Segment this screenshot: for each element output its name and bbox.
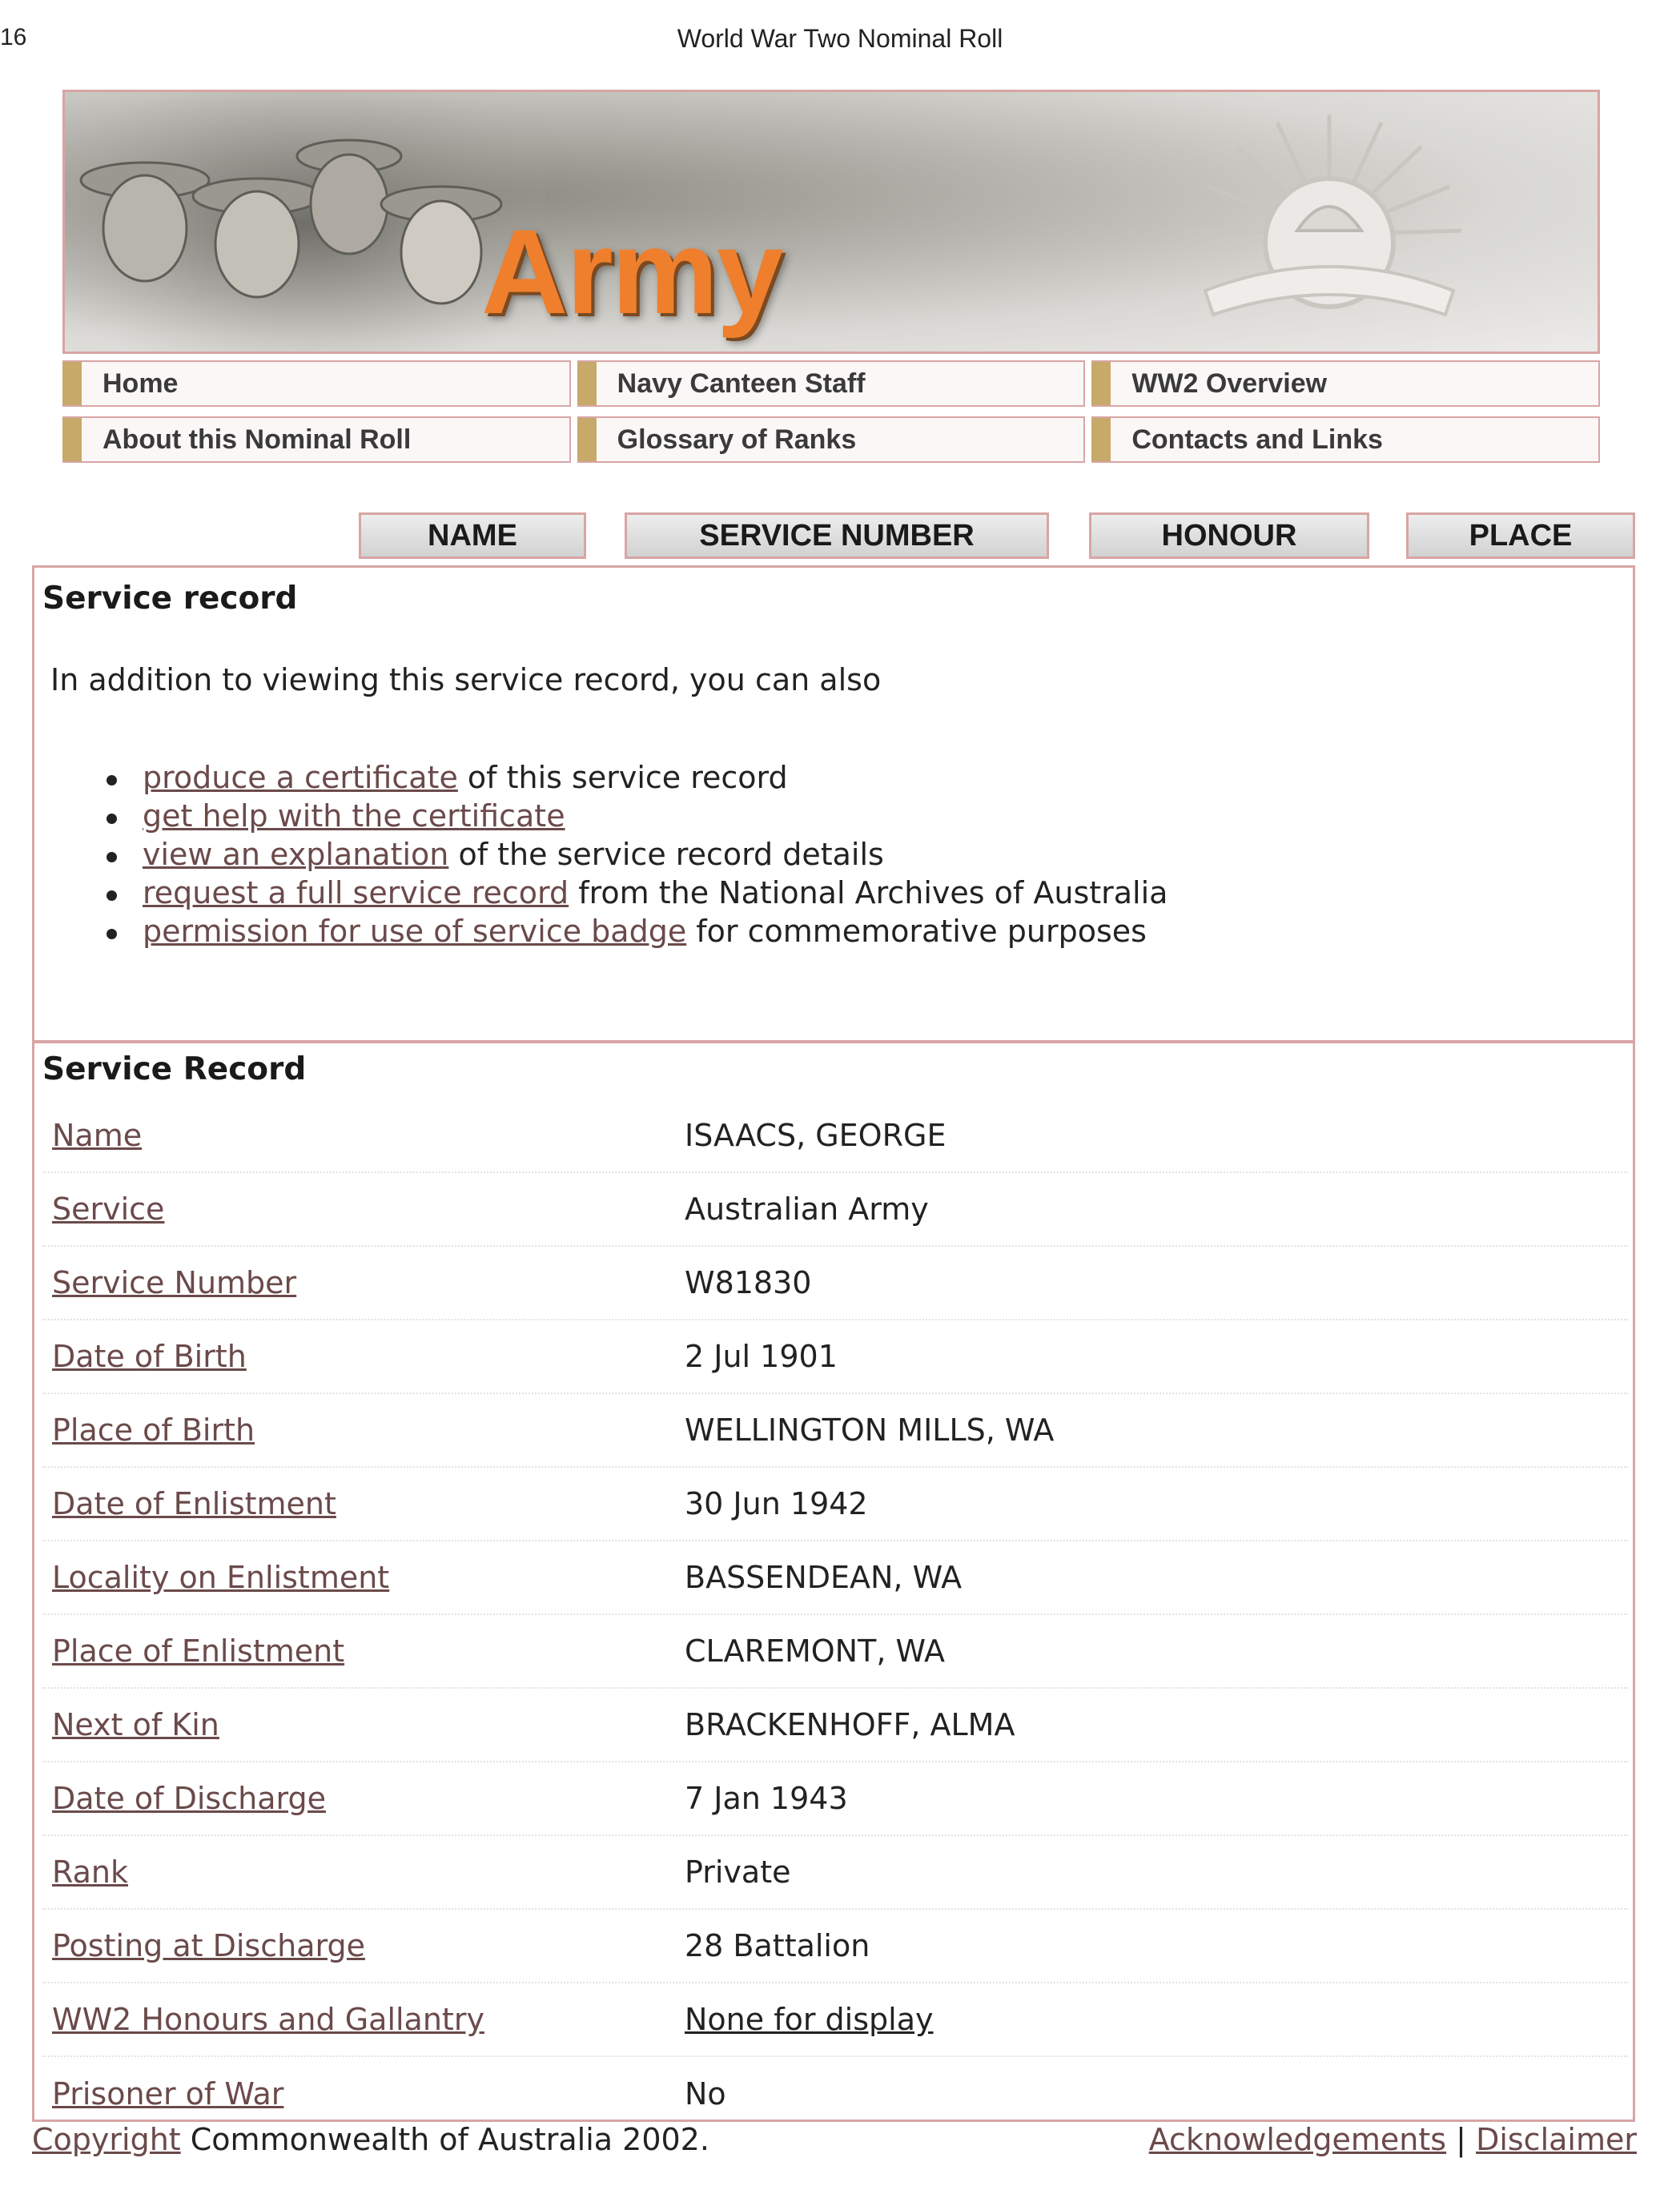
field-label-place-of-enlistment[interactable]: Place of Enlistment xyxy=(52,1633,345,1669)
option-links xyxy=(107,760,1168,952)
link-suffix: of the service record details xyxy=(448,837,884,872)
field-label-posting-at-discharge[interactable]: Posting at Discharge xyxy=(52,1928,365,1963)
field-label-date-of-birth[interactable]: Date of Birth xyxy=(52,1339,247,1374)
tab-service-number[interactable]: SERVICE NUMBER xyxy=(625,512,1049,559)
acknowledgements-link[interactable]: Acknowledgements xyxy=(1148,2122,1447,2157)
none-for-display-link[interactable]: None for display xyxy=(685,2002,934,2037)
nav-label: About this Nominal Roll xyxy=(102,424,412,455)
list-item xyxy=(107,798,1168,837)
table-row xyxy=(42,1836,1628,1910)
field-value: WELLINGTON MILLS, WA xyxy=(685,1412,1055,1448)
field-value: BRACKENHOFF, ALMA xyxy=(685,1707,1015,1742)
table-row xyxy=(42,1468,1628,1541)
field-value: ISAACS, GEORGE xyxy=(685,1118,947,1153)
produce-certificate-link[interactable]: produce a certificate xyxy=(143,760,458,795)
field-value: BASSENDEAN, WA xyxy=(685,1560,963,1595)
tab-name[interactable]: NAME xyxy=(359,512,586,559)
field-value: No xyxy=(685,2076,726,2112)
field-value: Australian Army xyxy=(685,1191,929,1227)
disclaimer-link[interactable]: Disclaimer xyxy=(1476,2122,1637,2157)
army-title: Army xyxy=(481,204,782,339)
tab-place[interactable]: PLACE xyxy=(1406,512,1635,559)
nav-about-nominal-roll[interactable] xyxy=(62,416,571,463)
nav-navy-canteen-staff[interactable] xyxy=(577,360,1086,407)
table-row xyxy=(42,1689,1628,1762)
page-number: 16 xyxy=(0,24,27,50)
field-value: Private xyxy=(685,1854,791,1890)
list-item xyxy=(107,837,1168,875)
panel-heading: Service record xyxy=(42,581,298,617)
list-item xyxy=(107,875,1168,914)
field-label-rank[interactable]: Rank xyxy=(52,1854,128,1890)
table-row xyxy=(42,1983,1628,2057)
service-badge-permission-link[interactable]: permission for use of service badge xyxy=(143,914,687,949)
field-value: CLAREMONT, WA xyxy=(685,1633,945,1669)
service-record-panel xyxy=(32,1041,1635,2122)
nav-label: Navy Canteen Staff xyxy=(617,368,866,399)
service-record-table xyxy=(42,1099,1628,2131)
nav-glossary-of-ranks[interactable] xyxy=(577,416,1086,463)
table-row xyxy=(42,2057,1628,2131)
table-row xyxy=(42,1320,1628,1394)
nav-label: WW2 Overview xyxy=(1131,368,1328,399)
field-label-service-number[interactable]: Service Number xyxy=(52,1265,297,1300)
field-label-place-of-birth[interactable]: Place of Birth xyxy=(52,1412,255,1448)
field-value: 2 Jul 1901 xyxy=(685,1339,838,1374)
list-item xyxy=(107,914,1168,952)
view-explanation-link[interactable]: view an explanation xyxy=(143,837,449,872)
nav-label: Home xyxy=(102,368,179,399)
field-value: 7 Jan 1943 xyxy=(685,1781,848,1816)
nav-home[interactable] xyxy=(62,360,571,407)
table-row xyxy=(42,1762,1628,1836)
field-label-next-of-kin[interactable]: Next of Kin xyxy=(52,1707,219,1742)
copyright-link[interactable]: Copyright xyxy=(32,2122,181,2157)
table-row xyxy=(42,1615,1628,1689)
field-label-name[interactable]: Name xyxy=(52,1118,143,1153)
request-full-record-link[interactable]: request a full service record xyxy=(143,875,569,910)
soldiers-photo xyxy=(65,92,545,354)
banner xyxy=(62,90,1600,354)
main-navigation xyxy=(62,360,1600,472)
footer-links xyxy=(1149,2122,1637,2157)
certificate-help-link[interactable]: get help with the certificate xyxy=(143,798,565,834)
field-label-prisoner-of-war[interactable]: Prisoner of War xyxy=(52,2076,284,2112)
nav-label: Glossary of Ranks xyxy=(617,424,857,455)
link-suffix: from the National Archives of Australia xyxy=(569,875,1168,910)
table-row xyxy=(42,1247,1628,1320)
rising-sun-badge-icon xyxy=(1181,98,1477,347)
field-label-locality-on-enlistment[interactable]: Locality on Enlistment xyxy=(52,1560,390,1595)
table-row xyxy=(42,1173,1628,1247)
link-suffix: of this service record xyxy=(457,760,788,795)
link-suffix: for commemorative purposes xyxy=(686,914,1147,949)
field-value: W81830 xyxy=(685,1265,812,1300)
table-row xyxy=(42,1394,1628,1468)
nav-label: Contacts and Links xyxy=(1131,424,1383,455)
service-options-panel xyxy=(32,565,1635,1043)
field-value: 30 Jun 1942 xyxy=(685,1486,868,1521)
table-row xyxy=(42,1099,1628,1173)
footer xyxy=(32,2122,1637,2157)
field-label-date-of-discharge[interactable]: Date of Discharge xyxy=(52,1781,326,1816)
table-row xyxy=(42,1910,1628,1983)
table-row xyxy=(42,1541,1628,1615)
footer-separator: | xyxy=(1446,2122,1477,2157)
tab-honour[interactable]: HONOUR xyxy=(1089,512,1369,559)
nav-contacts-and-links[interactable] xyxy=(1091,416,1600,463)
copyright-text: Commonwealth of Australia 2002. xyxy=(180,2122,709,2157)
page-header: World War Two Nominal Roll xyxy=(677,24,1003,53)
list-item xyxy=(107,760,1168,798)
field-label-ww2-honours[interactable]: WW2 Honours and Gallantry xyxy=(52,2002,484,2037)
field-value: 28 Battalion xyxy=(685,1928,870,1963)
field-label-service[interactable]: Service xyxy=(52,1191,165,1227)
intro-text: In addition to viewing this service record, you can also xyxy=(50,662,882,697)
nav-ww2-overview[interactable] xyxy=(1091,360,1600,407)
record-heading: Service Record xyxy=(42,1051,307,1087)
field-label-date-of-enlistment[interactable]: Date of Enlistment xyxy=(52,1486,336,1521)
